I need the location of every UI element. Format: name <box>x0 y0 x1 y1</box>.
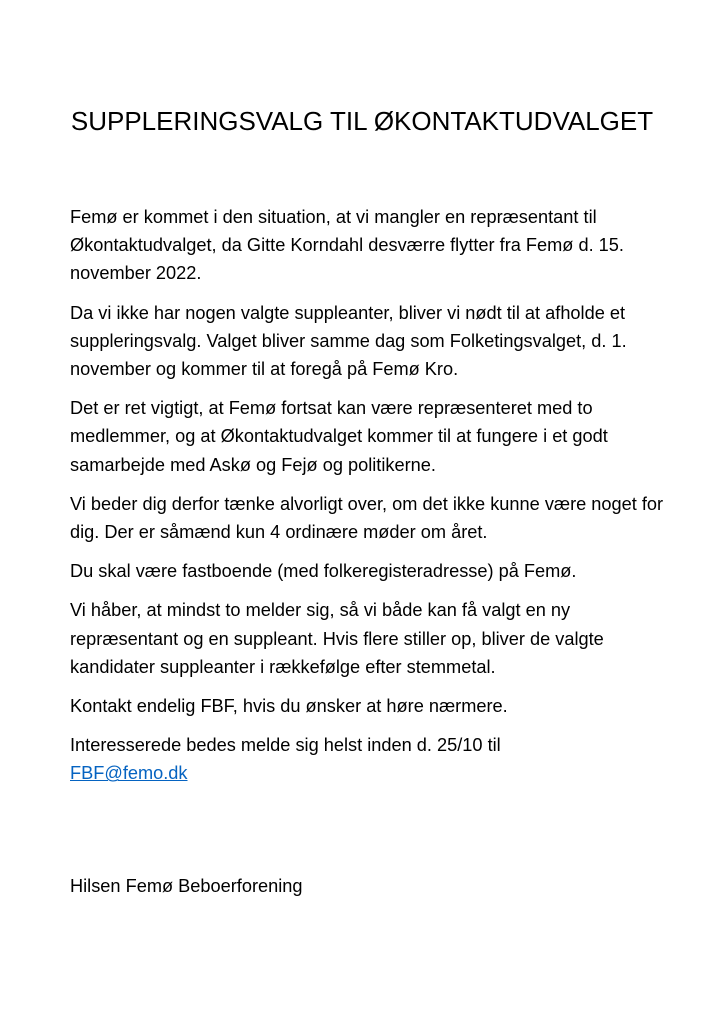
paragraph-candidates: Vi håber, at mindst to melder sig, så vi både kan få valgt en ny repræsentant og en suppleant. Hvis flere stiller op, bliver de valgte kandidater suppleanter i rækkefølge efter stemmetal. <box>70 600 604 677</box>
paragraph-contact: Kontakt endelig FBF, hvis du ønsker at høre nærmere. <box>70 696 508 717</box>
signature: Hilsen Femø Beboerforening <box>70 876 303 896</box>
document-title: SUPPLERINGSVALG TIL ØKONTAKTUDVALGET <box>70 106 654 136</box>
deadline-text: Interesserede bedes melde sig helst inden d. 25/10 til <box>70 735 501 756</box>
paragraph-situation: Femø er kommet i den situation, at vi mangler en repræsentant til Økontaktudvalget, da Gitte Korndahl desværre flytter fra Femø d. 15. november 2022. <box>70 207 624 284</box>
email-link[interactable]: FBF@femo.dk <box>70 763 188 784</box>
paragraph-importance: Det er ret vigtigt, at Femø fortsat kan være repræsenteret med to medlemmer, og at Økontaktudvalget kommer til at fungere i et godt samarbejde med Askø og Fejø og politikerne. <box>70 398 608 475</box>
paragraph-requirement: Du skal være fastboende (med folkeregisteradresse) på Femø. <box>70 561 577 582</box>
paragraph-election: Da vi ikke har nogen valgte suppleanter, bliver vi nødt til at afholde et suppleringsvalg. Valget bliver samme dag som Folketingsvalget, d. 1. november og kommer til at foregå på Femø Kro. <box>70 302 627 380</box>
paragraph-deadline <box>70 731 670 787</box>
document-body <box>70 203 670 799</box>
paragraph-request: Vi beder dig derfor tænke alvorligt over, om det ikke kunne være noget for dig. Der er såmænd kun 4 ordinære møder om året. <box>70 493 664 543</box>
